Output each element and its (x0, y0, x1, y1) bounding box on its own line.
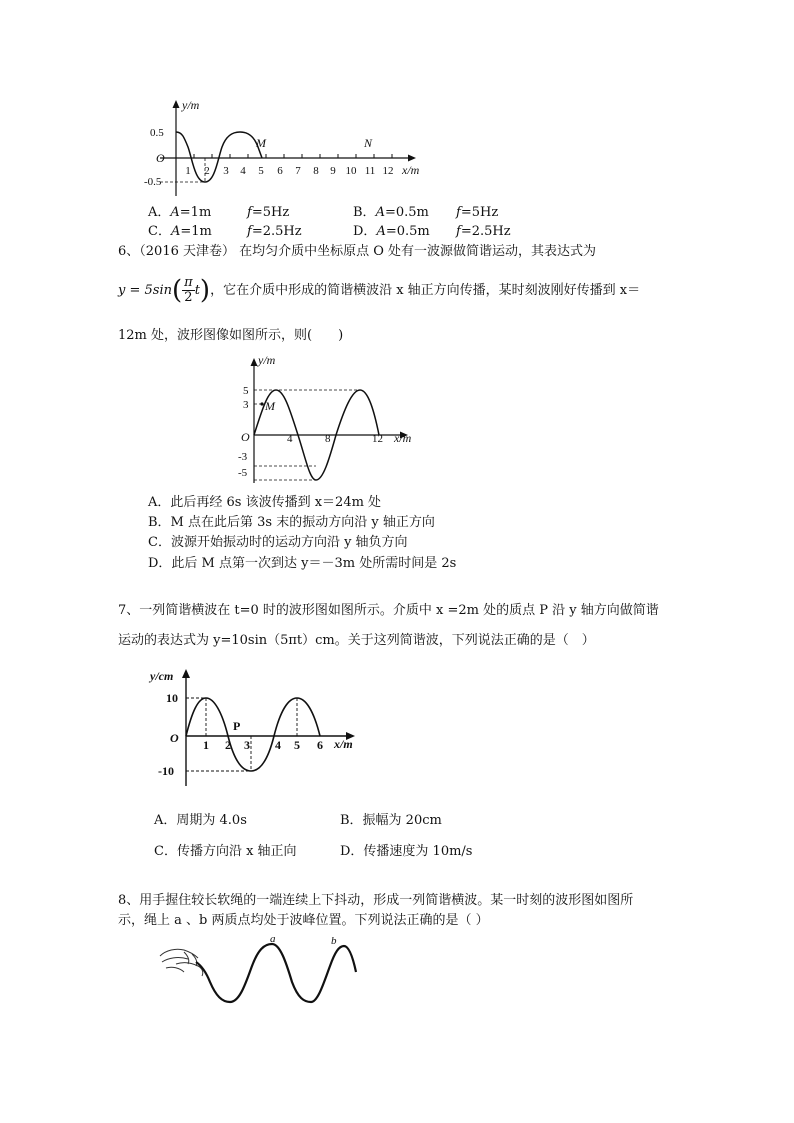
q6-stem-line2: y = 5sin( $\frac{\pi}{2}$ t)，它在介质中形成的简谐横波沿 x 轴正方向传播，某时刻波刚好传播到 x＝ (118, 275, 641, 306)
q6-fig-ytick: 3 (243, 399, 249, 411)
q6-fig-point-m: M (265, 399, 275, 413)
fig1-origin: O (156, 151, 165, 165)
q6-fig-xtick: 8 (325, 433, 331, 445)
q6-stem-line2-rest: ，它在介质中形成的简谐横波沿 x 轴正方向传播，某时刻波刚好传播到 x＝ (210, 283, 641, 298)
fig1-xtick: 8 (313, 165, 319, 177)
q5-option-c: C．A=1m (148, 224, 212, 239)
q6-fig-xtick: 12 (372, 433, 383, 445)
fig1-xtick: 7 (295, 165, 301, 177)
q6-fig-ytick: -5 (238, 467, 248, 479)
wave-figure-q6 (226, 350, 426, 490)
fig1-xtick: 1 (185, 165, 191, 177)
fig1-xtick: 4 (240, 165, 246, 177)
q7-option-b: B．振幅为 20cm (340, 813, 442, 828)
q7-fig-xtick: 2 (225, 738, 231, 752)
q8-label-b: b (331, 935, 337, 947)
q7-stem-line1: 7、一列简谐横波在 t=0 时的波形图如图所示。介质中 x =2m 处的质点 P 沿 y 轴方向做简谐 (118, 603, 659, 618)
q8-rope-wave (196, 944, 356, 1002)
fig1-xtick: 10 (345, 165, 357, 177)
q5-option-a-freq: f=5Hz (247, 205, 290, 220)
q7-fig-ytick: 10 (166, 691, 178, 705)
q8-stem-line1: 8、用手握住较长软绳的一端连续上下抖动，形成一列简谐横波。某一时刻的波形图如图所 (118, 893, 634, 908)
q6-stem-line3: 12m 处，波形图像如图所示，则( ) (118, 328, 344, 343)
q5-option-b-freq: f=5Hz (456, 205, 499, 220)
fig1-xtick: 11 (364, 165, 376, 177)
fig1-xtick: 2 (204, 165, 210, 177)
q6-fig-ytick: 5 (243, 385, 249, 397)
q7-fig-origin: O (170, 731, 179, 745)
q6-fig-point-m-dot (260, 402, 263, 405)
q7-option-a: A．周期为 4.0s (154, 813, 247, 828)
fig1-y-label: y/m (182, 98, 200, 112)
q5-option-d-freq: f=2.5Hz (456, 224, 511, 239)
q6-option-d: D．此后 M 点第一次到达 y＝－3m 处所需时间是 2s (148, 556, 457, 571)
fig1-ytick-pos: 0.5 (150, 127, 164, 139)
q7-fig-y-label: y/cm (150, 669, 174, 683)
fig1-xtick: 3 (223, 165, 229, 177)
q5-option-b: B．A=0.5m (353, 205, 429, 220)
wave-figure-q7 (140, 660, 370, 790)
fig1-x-arrow (408, 155, 416, 162)
q6-option-a: A．此后再经 6s 该波传播到 x＝24m 处 (148, 495, 382, 510)
q7-option-d: D．传播速度为 10m/s (340, 844, 473, 859)
q5-option-c-freq: f=2.5Hz (247, 224, 302, 239)
q6-fig-ytick: -3 (238, 451, 248, 463)
q7-option-c: C．传播方向沿 x 轴正向 (154, 844, 297, 859)
fig1-xtick: 12 (382, 165, 394, 177)
fig1-point-m: M (256, 136, 266, 150)
q5-option-a: A．A=1m (148, 205, 212, 220)
q6-formula-fraction: $\frac{\pi}{2}$ (184, 275, 193, 305)
fig1-x-label: x/m (402, 163, 420, 177)
q7-stem-line2: 运动的表达式为 y=10sin（5πt）cm。关于这列简谐波，下列说法正确的是（ ） (118, 633, 595, 648)
q6-fig-origin: O (241, 430, 250, 444)
q6-fig-xtick: 4 (287, 433, 293, 445)
q7-fig-ytick: -10 (158, 764, 174, 778)
rope-wave-figure-q8 (158, 932, 358, 1008)
fig1-point-n: N (364, 136, 373, 150)
q7-fig-x-label: x/m (334, 737, 353, 751)
q7-fig-xtick: 5 (294, 738, 300, 752)
q7-fig-xtick: 4 (275, 738, 281, 752)
q5-option-d: D．A=0.5m (353, 224, 430, 239)
fig1-ytick-neg: -0.5 (144, 176, 162, 188)
q7-fig-xtick: 1 (203, 738, 209, 752)
q6-option-b: B．M 点在此后第 3s 末的振动方向沿 y 轴正方向 (148, 515, 435, 530)
q6-fig-x-label: x/m (394, 431, 412, 445)
fig1-xtick: 9 (330, 165, 336, 177)
q7-fig-point-p: P (233, 719, 241, 733)
q6-formula-lhs: y = 5sin (118, 283, 172, 298)
q8-stem-line2: 示，绳上 a 、b 两质点均处于波峰位置。下列说法正确的是（ ） (118, 913, 489, 928)
fig1-xtick: 6 (277, 165, 283, 177)
fig1-y-arrow (173, 100, 180, 108)
wave-figure-1 (140, 92, 440, 202)
q7-fig-xtick: 3 (244, 738, 250, 752)
fig1-xtick: 5 (258, 165, 264, 177)
q6-option-c: C．波源开始振动时的运动方向沿 y 轴负方向 (148, 535, 408, 550)
q8-label-a: a (270, 933, 276, 945)
q6-stem-line1: 6、（2016 天津卷） 在均匀介质中坐标原点 O 处有一波源做简谐运动，其表达式为 (118, 244, 597, 259)
q6-fig-y-label: y/m (258, 353, 276, 367)
q7-fig-xtick: 6 (317, 738, 323, 752)
